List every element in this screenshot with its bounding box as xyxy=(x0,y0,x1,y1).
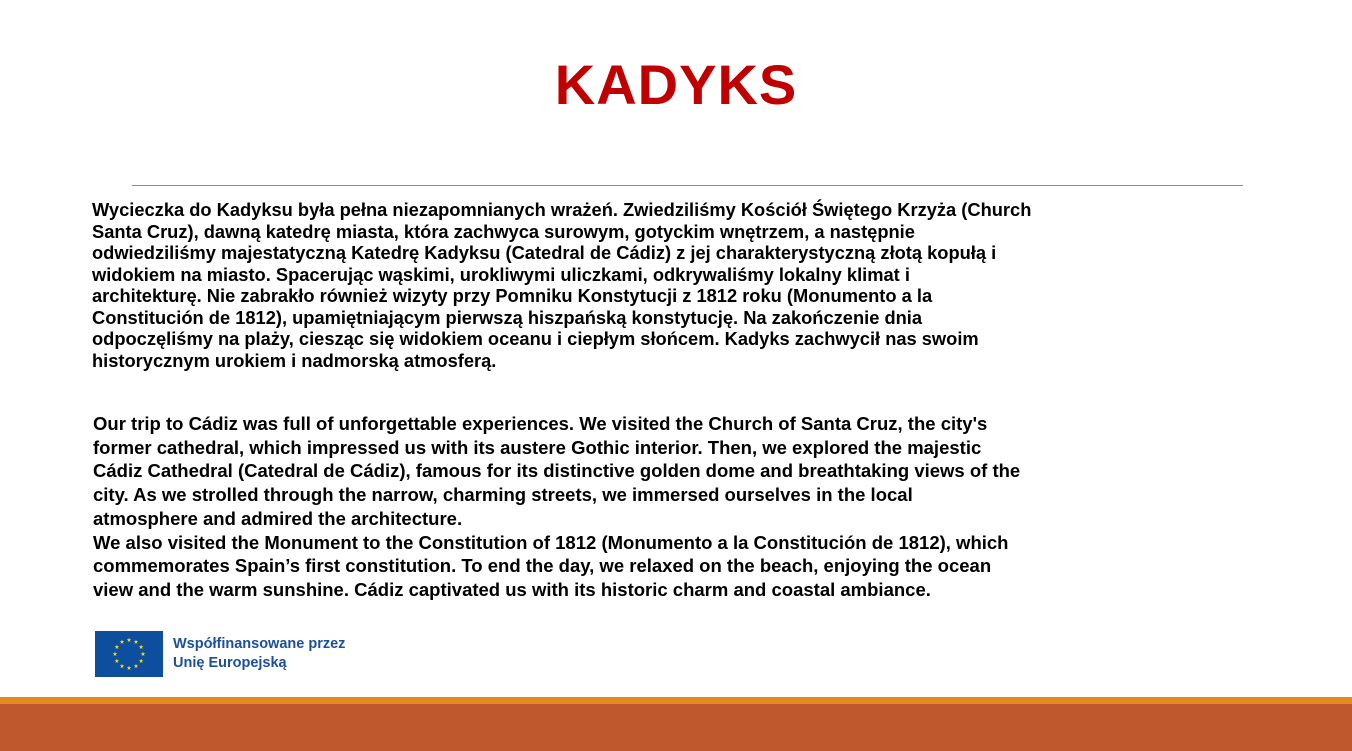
eu-star-icon xyxy=(127,638,132,642)
paragraph-english: Our trip to Cádiz was full of unforgettable experiences. We visited the Church of Santa Cruz, the city's former cathedral, which impressed us with its austere Gothic interior. Then, we explored the majestic Cádiz Cathedral (Catedral de Cádiz), famous for its distinctive golden dome and breathtaking views of the city. As we strolled through the narrow, charming streets, we immersed ourselves in the local atmosphere and admired the architecture. We also visited the Monument to the Constitution of 1812 (Monumento a la Constitución de 1812), which commemorates Spain’s first constitution. To end the day, we relaxed on the beach, enjoying the ocean view and the warm sunshine. Cádiz captivated us with its historic charm and coastal ambiance. xyxy=(93,413,1021,600)
eu-cofinancing-logo xyxy=(95,630,380,678)
eu-stars xyxy=(95,631,163,677)
eu-flag-icon xyxy=(95,631,163,677)
eu-star-icon xyxy=(139,645,144,649)
title-divider xyxy=(132,185,1243,186)
paragraph-polish: Wycieczka do Kadyksu była pełna niezapomnianych wrażeń. Zwiedziliśmy Kościół Świętego Krzyża (Church Santa Cruz), dawną katedrę miasta, która zachwyca surowym, gotyckim wnętrzem, a następnie odwiedziliśmy majestatyczną Katedrę Kadyksu (Catedral de Cádiz) z jej charakterystyczną złotą kopułą i widokiem na miasto. Spacerując wąskimi, urokliwymi uliczkami, odkrywaliśmy lokalny klimat i architekturę. Nie zabrakło również wizyty przy Pomniku Konstytucji z 1812 roku (Monumento a la Constitución de 1812), upamiętniającym pierwszą hiszpańską konstytucję. Na zakończenie dnia odpoczęliśmy na plaży, ciesząc się widokiem oceanu i ciepłym słońcem. Kadyks zachwycił nas swoim historycznym urokiem i nadmorską atmosferą. xyxy=(92,199,1032,371)
eu-star-icon xyxy=(141,652,146,656)
eu-star-icon xyxy=(120,664,125,668)
eu-star-icon xyxy=(134,639,139,643)
eu-star-icon xyxy=(120,639,125,643)
eu-star-icon xyxy=(127,666,132,670)
eu-star-icon xyxy=(115,645,120,649)
eu-star-icon xyxy=(139,659,144,663)
page-title: KADYKS xyxy=(554,53,798,116)
eu-star-icon xyxy=(113,652,118,656)
eu-star-icon xyxy=(134,664,139,668)
footer-band-accent xyxy=(0,697,1352,704)
eu-logo-text xyxy=(173,635,345,673)
footer-band xyxy=(0,704,1352,751)
eu-logo-line1: Współfinansowane przez xyxy=(173,636,346,652)
eu-star-icon xyxy=(115,659,120,663)
eu-logo-line2: Unię Europejską xyxy=(173,655,287,671)
